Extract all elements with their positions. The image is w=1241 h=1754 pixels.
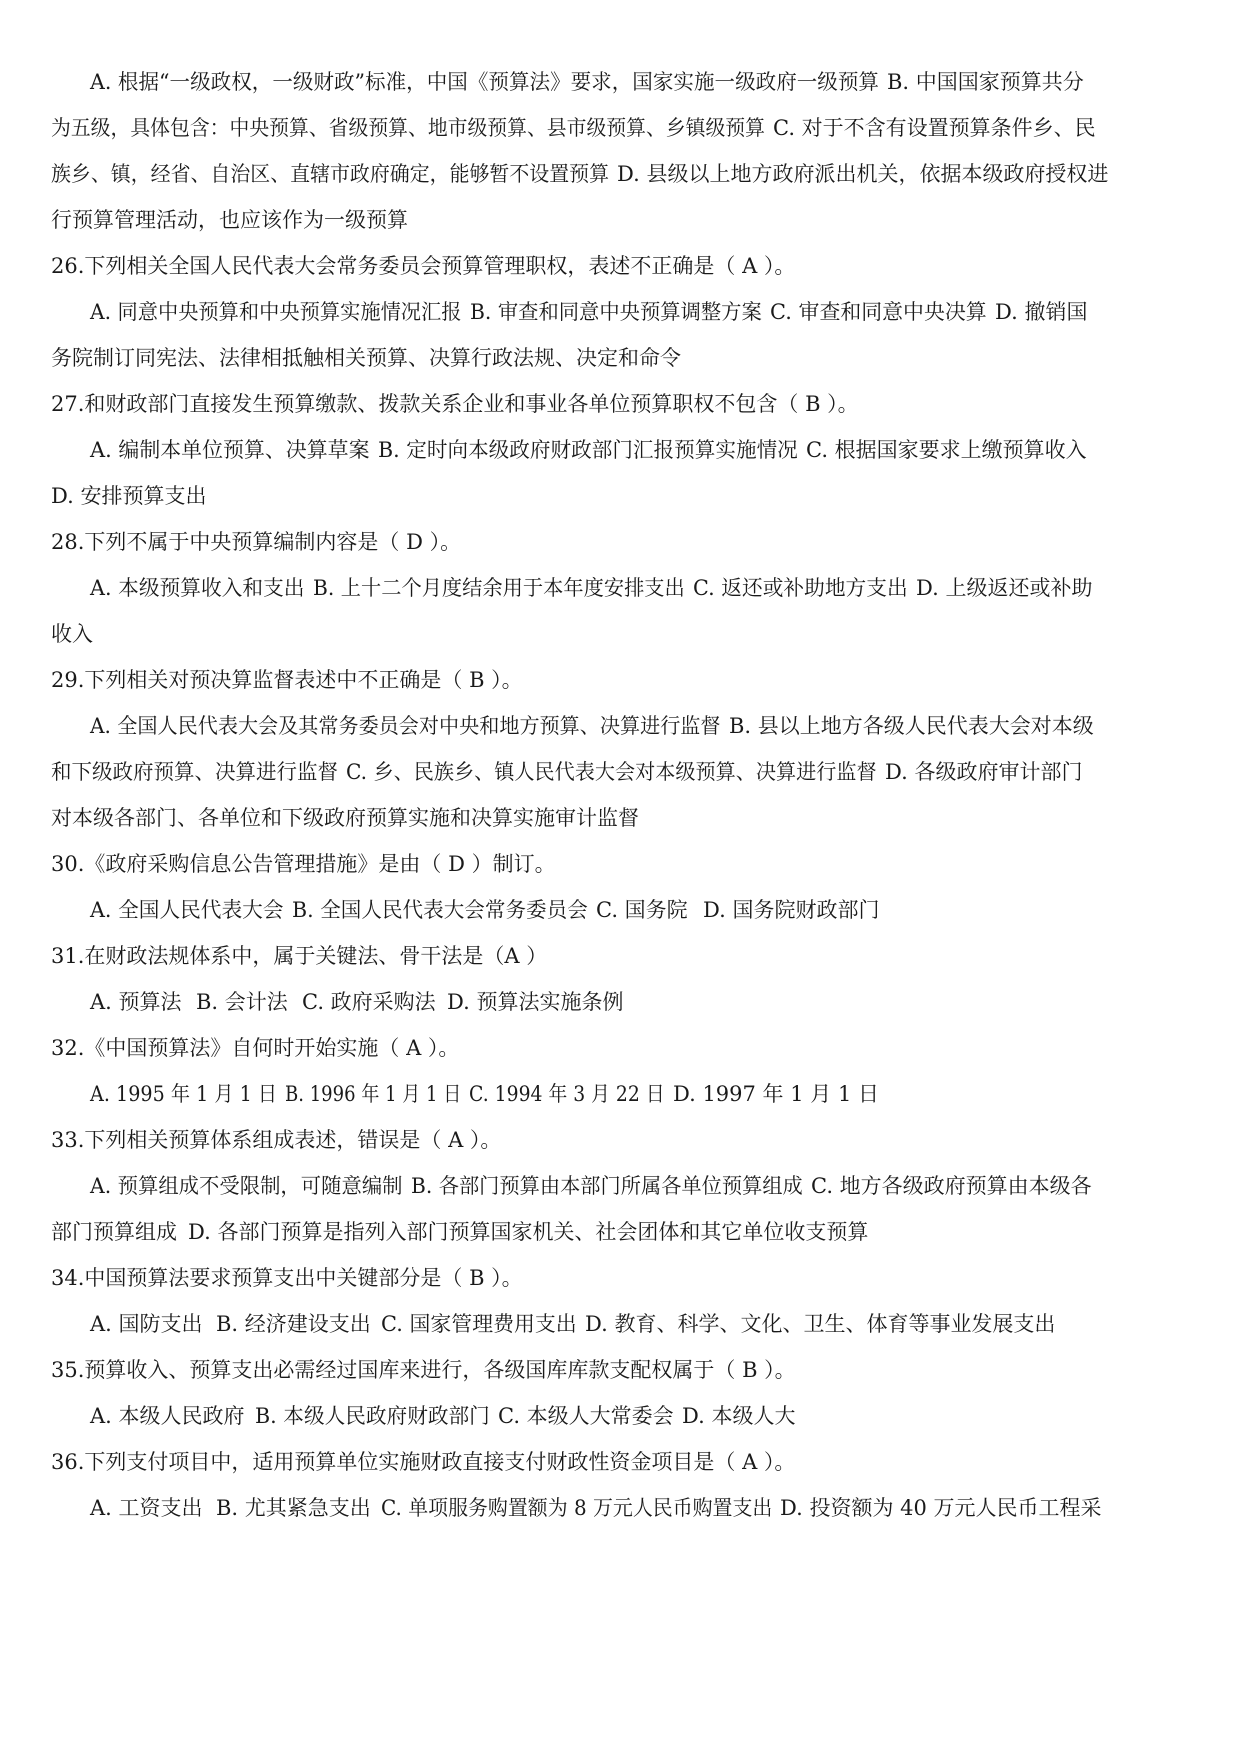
option-c: C. 1994 年 3 月 22 日 [469,1082,665,1106]
option-a: A. 全国人民代表大会及其常务委员会对中央和地方预算、决算进行监督 [90,714,721,738]
text-segment: 务院制订同宪法、法律相抵触相关预算、决算行政法规、决定和命令 [51,346,681,370]
option-a: A. 本级预算收入和支出 [90,576,305,600]
question-text: 31.在财政法规体系中，属于关键法、骨干法是（A ） [51,944,548,968]
option-b: B. 会计法 [196,990,288,1014]
option-d: D. 各级政府审计部门 [885,760,1083,784]
text-segment: 部门预算组成 [51,1220,177,1244]
option-b: B. 1996 年 1 月 1 日 [285,1082,462,1106]
option-d: D. 教育、科学、文化、卫生、体育等事业发展支出 [585,1312,1056,1336]
option-c: C. 政府采购法 [302,990,436,1014]
text-segment: 为五级，具体包含：中央预算、省级预算、地市级预算、县市级预算、乡镇级预算 [51,116,765,140]
question-text: 34.中国预算法要求预算支出中关键部分是（ B ）。 [51,1266,523,1290]
question-text: 27.和财政部门直接发生预算缴款、拨款关系企业和事业各单位预算职权不包含（ B ）。 [51,392,859,416]
option-a: A. 编制本单位预算、决算草案 [90,438,370,462]
question-text: 26.下列相关全国人民代表大会常务委员会预算管理职权，表述不正确是（ A ）。 [51,254,796,278]
option-c: C. 本级人大常委会 [498,1404,674,1428]
option-a: A. 本级人民政府 [90,1404,245,1428]
option-c: C. 国家管理费用支出 [381,1312,577,1336]
option-b: B. 全国人民代表大会常务委员会 [292,898,588,922]
question-text: 29.下列相关对预决算监督表述中不正确是（ B ）。 [51,668,523,692]
option-b: B. 各部门预算由本部门所属各单位预算组成 [411,1174,803,1198]
option-b: B. 经济建设支出 [216,1312,371,1336]
option-a: A. 国防支出 [90,1312,203,1336]
option-b: B. 定时向本级政府财政部门汇报预算实施情况 [378,438,798,462]
option-c: C. 根据国家要求上缴预算收入 [806,438,1087,462]
option-a: A. 1995 年 1 月 1 日 [90,1082,278,1106]
option-d: D. 县级以上地方政府派出机关，依据本级政府授权进 [617,162,1109,186]
question-text: 30.《政府采购信息公告管理措施》是由（ D ）制订。 [51,852,556,876]
option-d: D. 撤销国 [995,300,1088,324]
question-text: 32.《中国预算法》自何时开始实施（ A ）。 [51,1036,460,1060]
option-b: B. 尤其紧急支出 [216,1496,371,1520]
option-a: A. 预算组成不受限制，可随意编制 [90,1174,403,1198]
option-a: A. 根据“一级政权，一级财政”标准，中国《预算法》要求，国家实施一级政府一级预算 [90,70,879,94]
option-b: B. 中国国家预算共分 [887,70,1084,94]
option-d: D. 本级人大 [682,1404,796,1428]
question-text: 36.下列支付项目中，适用预算单位实施财政直接支付财政性资金项目是（ A ）。 [51,1450,796,1474]
option-b: B. 上十二个月度结余用于本年度安排支出 [313,576,685,600]
option-a: A. 预算法 [90,990,182,1014]
option-b: B. 县以上地方各级人民代表大会对本级 [729,714,1094,738]
text-segment: 行预算管理活动，也应该作为一级预算 [51,208,408,232]
text-segment: 族乡、镇，经省、自治区、直辖市政府确定，能够暂不设置预算 [51,162,610,186]
option-c: C. 返还或补助地方支出 [693,576,908,600]
option-c: C. 审查和同意中央决算 [770,300,987,324]
option-c: C. 单项服务购置额为 8 万元人民币购置支出 [381,1496,773,1520]
option-d: D. 预算法实施条例 [447,990,624,1014]
option-b: B. 审查和同意中央预算调整方案 [470,300,762,324]
option-a: A. 工资支出 [90,1496,203,1520]
option-c: C. 对于不含有设置预算条件乡、民 [773,116,1096,140]
text-segment: 对本级各部门、各单位和下级政府预算实施和决算实施审计监督 [51,806,639,830]
option-d: D. 国务院财政部门 [703,898,880,922]
option-d: D. 上级返还或补助 [916,576,1093,600]
option-c: C. 地方各级政府预算由本级各 [811,1174,1092,1198]
option-b: B. 本级人民政府财政部门 [255,1404,490,1428]
option-d: D. 安排预算支出 [51,484,207,508]
option-d: D. 各部门预算是指列入部门预算国家机关、社会团体和其它单位收支预算 [188,1220,869,1244]
question-text: 28.下列不属于中央预算编制内容是（ D ）。 [51,530,462,554]
text-segment: 收入 [51,622,93,646]
option-a: A. 全国人民代表大会 [90,898,284,922]
option-d: D. 投资额为 40 万元人民币工程采 [780,1496,1102,1520]
option-c: C. 乡、民族乡、镇人民代表大会对本级预算、决算进行监督 [346,760,877,784]
question-text: 33.下列相关预算体系组成表述，错误是（ A ）。 [51,1128,502,1152]
option-c: C. 国务院 [596,898,688,922]
text-segment: 和下级政府预算、决算进行监督 [51,760,339,784]
option-a: A. 同意中央预算和中央预算实施情况汇报 [90,300,462,324]
question-text: 35.预算收入、预算支出必需经过国库来进行，各级国库库款支配权属于（ B ）。 [51,1358,796,1382]
option-d: D. 1997 年 1 月 1 日 [673,1082,879,1106]
